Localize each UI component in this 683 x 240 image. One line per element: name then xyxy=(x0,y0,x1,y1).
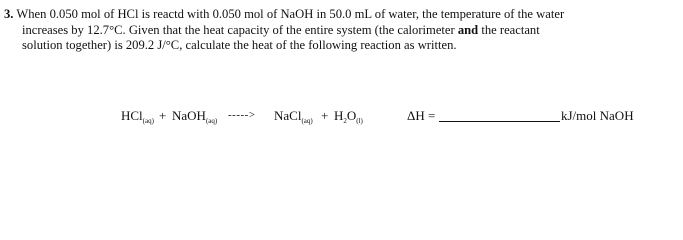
plus-sign-2: + xyxy=(321,108,329,123)
reactant-hcl xyxy=(121,108,154,124)
question-line-3 xyxy=(4,38,680,54)
reaction-arrow: -----> xyxy=(228,109,256,121)
question-line-2 xyxy=(4,23,680,39)
reactant-naoh-state: (aq) xyxy=(205,117,218,125)
question-line-3-text: solution together) is 209.2 J/°C, calculate the heat of the following reaction as written. xyxy=(22,38,457,52)
product-water-o: O xyxy=(346,108,357,123)
delta-h-label: ΔH = xyxy=(407,108,436,123)
answer-blank-line[interactable] xyxy=(439,121,560,122)
product-nacl-state: (aq) xyxy=(301,117,313,125)
question-line-1 xyxy=(4,7,680,23)
question-line-2-text-b: the reactant xyxy=(478,22,540,37)
reactant-hcl-state: (aq) xyxy=(142,117,154,125)
reactant-naoh xyxy=(172,108,217,124)
product-water-subscript-2: 2 xyxy=(343,117,347,125)
product-water-h: H xyxy=(334,108,344,123)
reactant-naoh-formula: NaOH xyxy=(172,108,206,123)
question-line-1-text: When 0.050 mol of HCl is reactd with 0.050 mol of NaOH in 50.0 mL of water, the temperature of the water xyxy=(16,7,565,21)
plus-sign-1: + xyxy=(159,108,167,123)
product-nacl xyxy=(274,108,313,124)
question-number: 3. xyxy=(4,7,14,21)
question-text xyxy=(4,7,680,54)
answer-units: kJ/mol NaOH xyxy=(561,108,634,123)
product-water-state: (l) xyxy=(356,117,363,125)
product-nacl-formula: NaCl xyxy=(274,108,302,123)
question-bold-and: and xyxy=(457,22,479,37)
question-line-2-text-a: increases by 12.7°C. Given that the heat capacity of the entire system (the calorimeter xyxy=(22,22,458,37)
product-water xyxy=(334,108,363,124)
reactant-hcl-formula: HCl xyxy=(121,108,143,123)
